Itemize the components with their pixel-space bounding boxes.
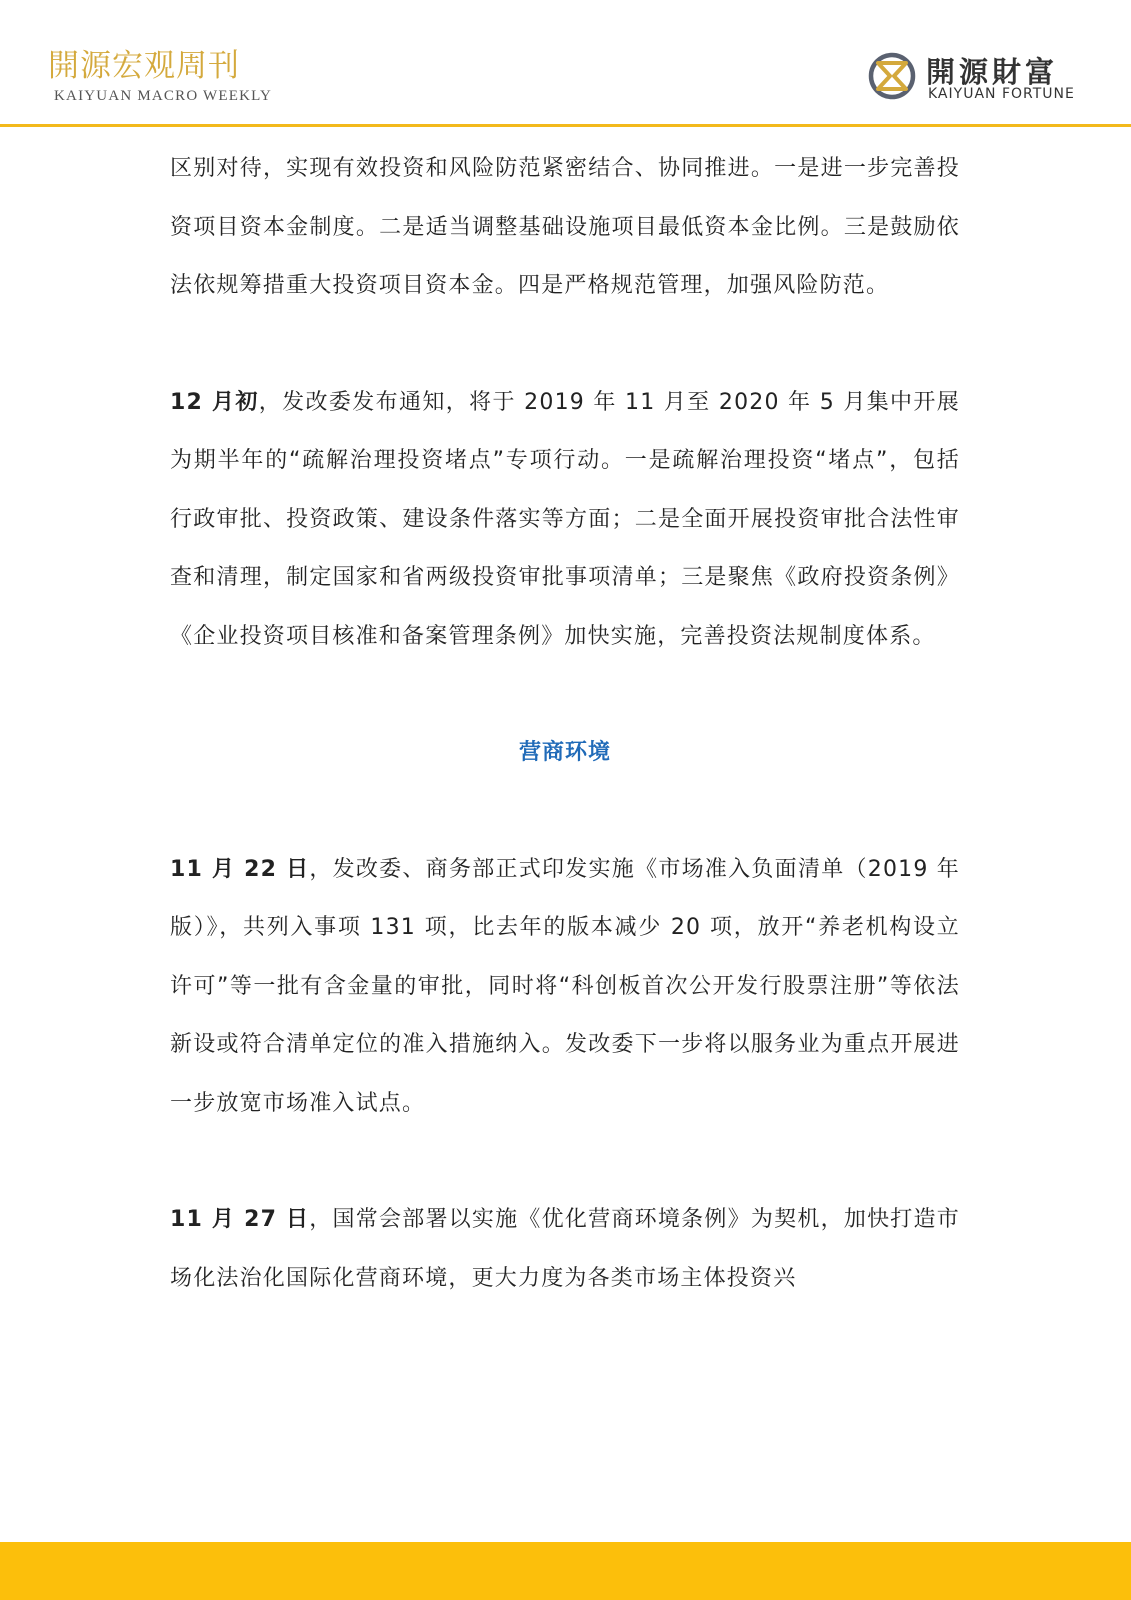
date-label: 12 月初 xyxy=(170,389,259,415)
kaiyuan-fortune-logo-icon xyxy=(866,50,918,102)
paragraph-text: ，发改委、商务部正式印发实施《市场准入负面清单（2019 年版）》，共列入事项 131 项，比去年的版本减少 20 项，放开“养老机构设立许可”等一批有含金量的审批，同时将“科创板首次公开发行股票注册”等依法新设或符合清单定位的准入措施纳入。发改委下一步将以服务业为重点开展进一步放宽市场准入试点。 xyxy=(170,856,960,1116)
brand-name-cn: 開源財富 xyxy=(926,55,1059,89)
header-divider xyxy=(0,124,1131,127)
paragraph-negative-list xyxy=(170,841,960,1134)
article-body xyxy=(170,140,960,1308)
page-header xyxy=(0,0,1131,128)
paragraph-spacer xyxy=(170,1133,960,1191)
paragraph-state-council xyxy=(170,1191,960,1308)
date-label: 11 月 27 日 xyxy=(170,1207,310,1232)
brand-block xyxy=(866,50,1086,106)
paragraph-text: ，国常会部署以实施《优化营商环境条例》为契机，加快打造市场化法治化国际化营商环境，更大力度为各类市场主体投资兴 xyxy=(170,1207,960,1291)
date-label: 11 月 22 日 xyxy=(170,856,310,882)
publication-subtitle: KAIYUAN MACRO WEEKLY xyxy=(54,88,273,104)
brand-name-en: KAIYUAN FORTUNE xyxy=(928,86,1075,102)
paragraph-text: ，发改委发布通知，将于 2019 年 11 月至 2020 年 5 月集中开展为期半年的“疏解治理投资堵点”专项行动。一是疏解治理投资“堵点”，包括行政审批、投资政策、建设条件落实等方面；二是全面开展投资审批合法性审查和清理，制定国家和省两级投资审批事项清单；三是聚焦《政府投资条例》《企业投资项目核准和备案管理条例》加快实施，完善投资法规制度体系。 xyxy=(170,389,960,649)
paragraph-investment-bottleneck xyxy=(170,374,960,667)
section-heading-business-environment: 营商环境 xyxy=(518,740,611,765)
footer-bar xyxy=(0,1542,1131,1600)
paragraph-capital-system: 区别对待，实现有效投资和风险防范紧密结合、协同推进。一是进一步完善投资项目资本金制度。二是适当调整基础设施项目最低资本金比例。三是鼓励依法依规筹措重大投资项目资本金。四是严格规范管理，加强风险防范。 xyxy=(170,156,960,298)
paragraph-spacer xyxy=(170,316,960,374)
publication-title: 開源宏观周刊 xyxy=(48,48,240,84)
paragraph-spacer xyxy=(170,666,960,724)
paragraph-spacer xyxy=(170,783,960,841)
